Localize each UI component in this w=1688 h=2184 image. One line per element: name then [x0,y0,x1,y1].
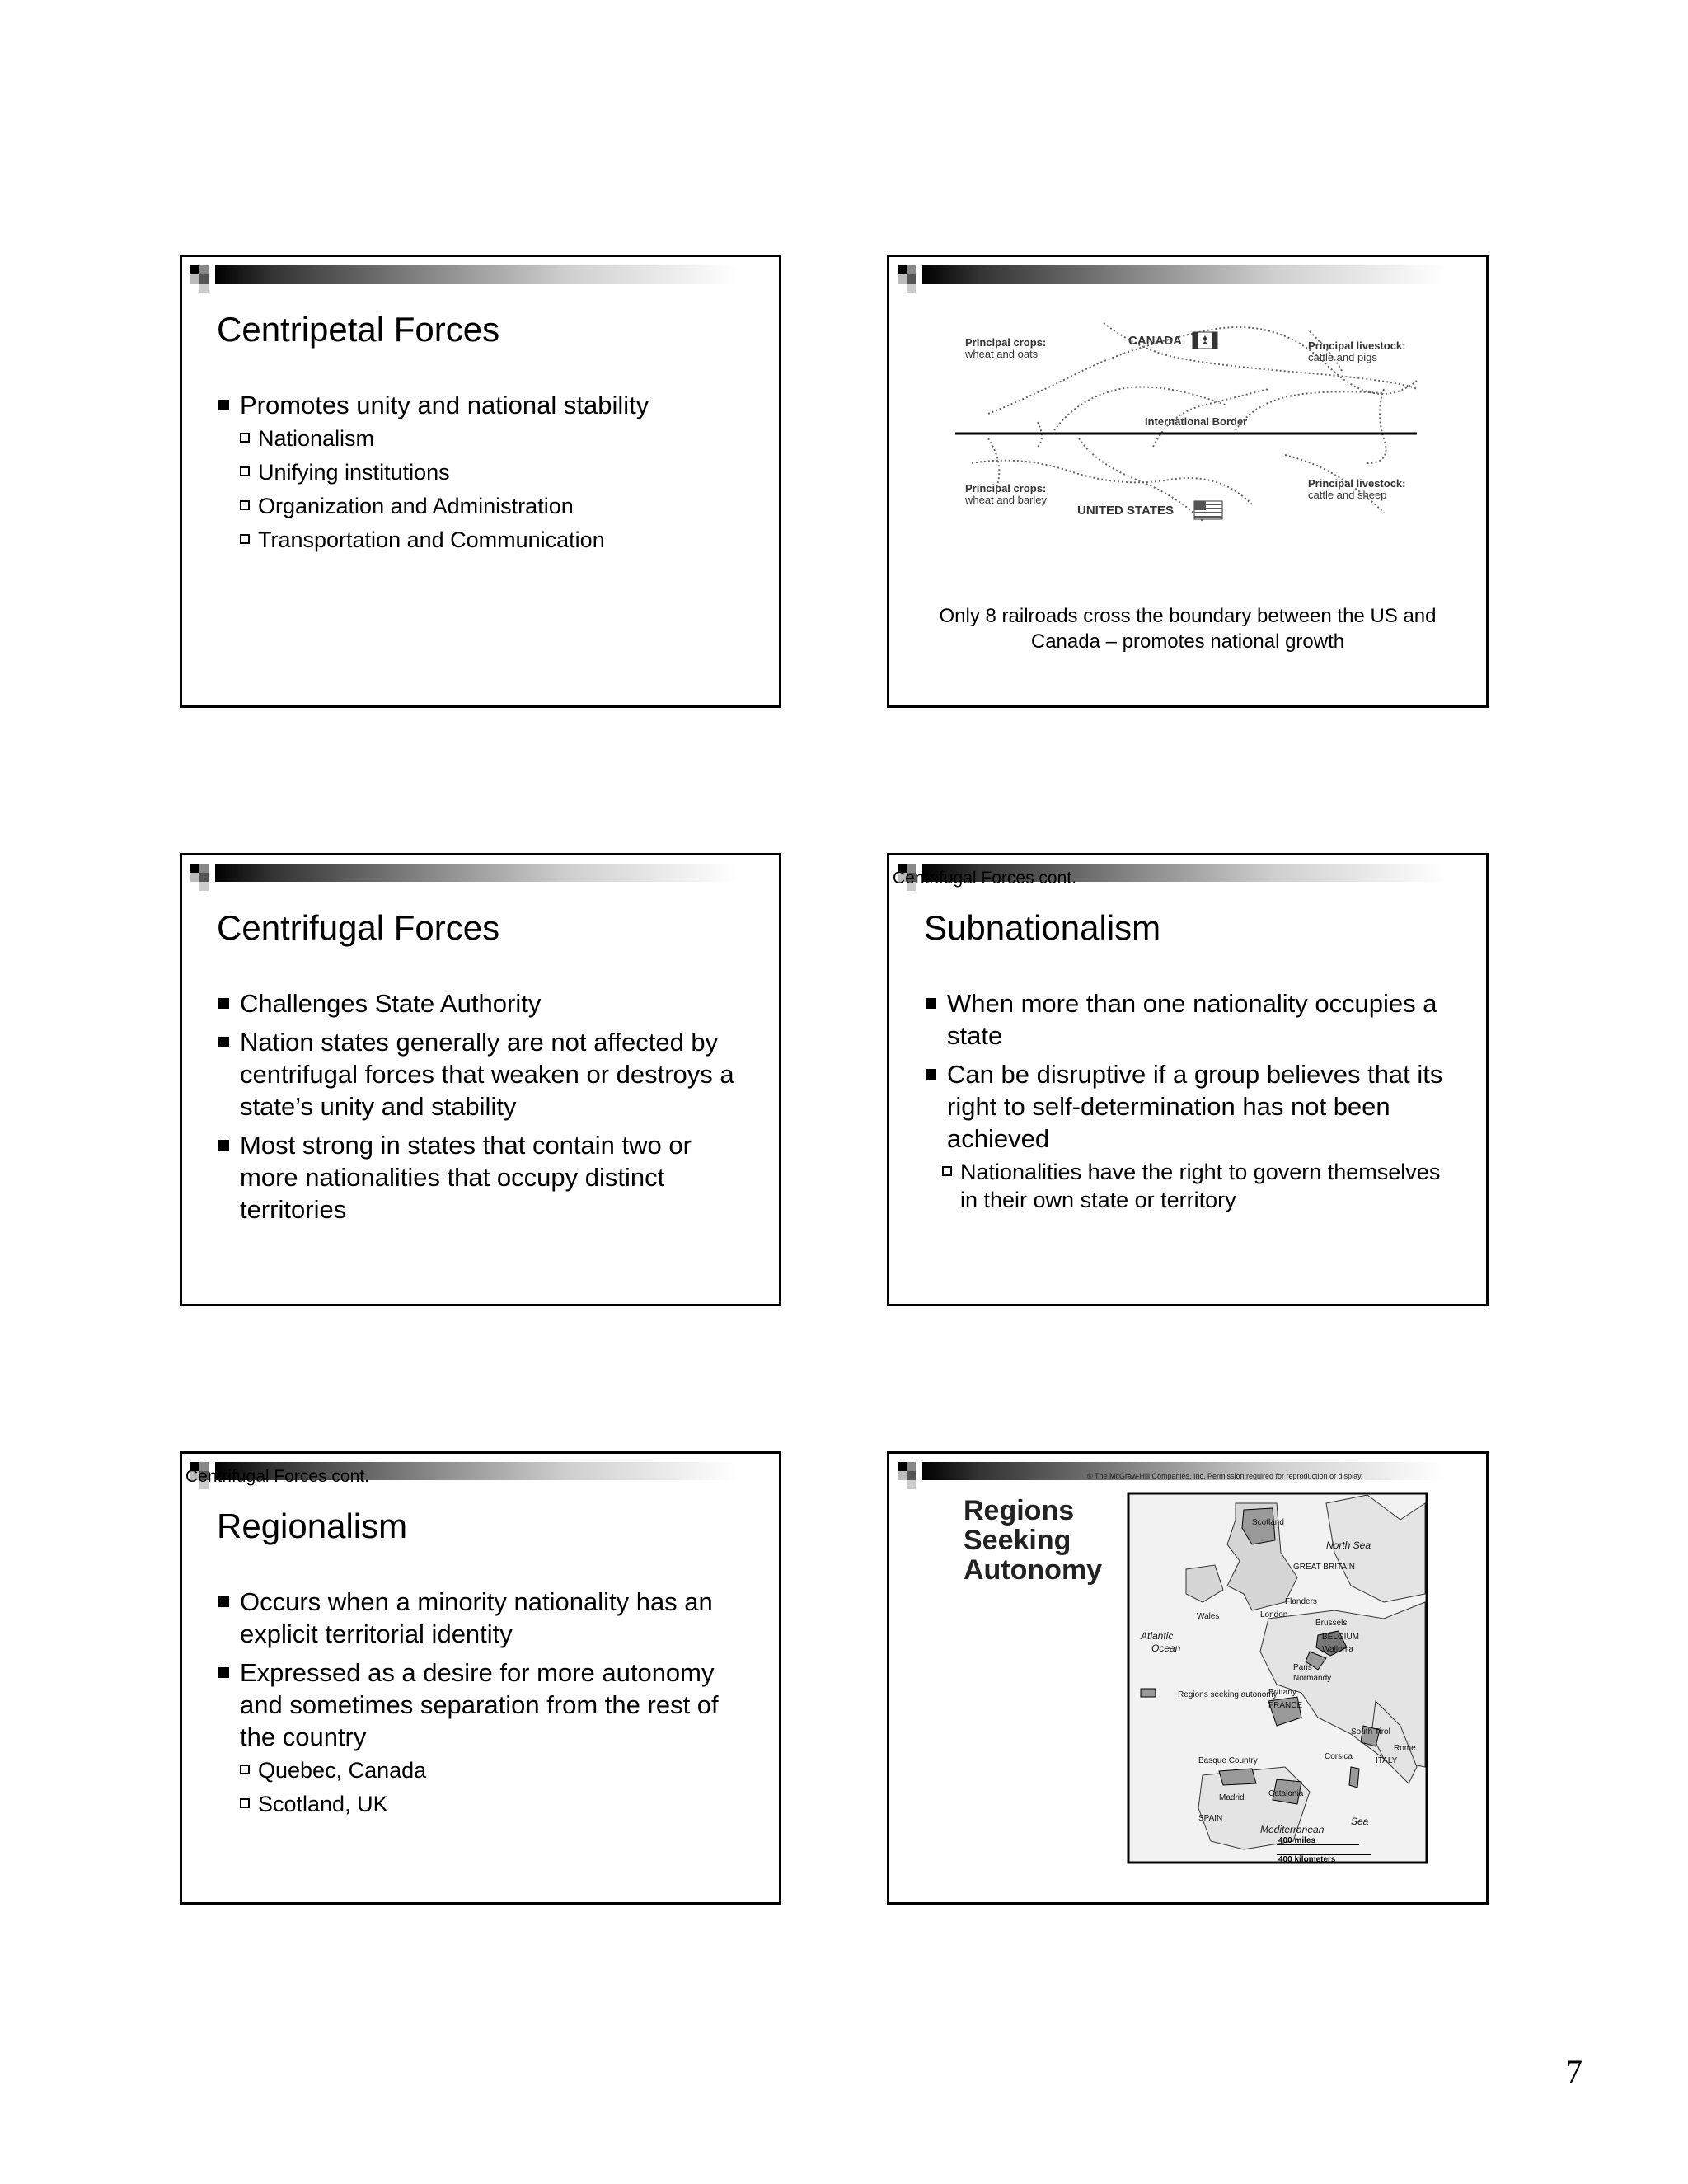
us-label: UNITED STATES [1077,504,1174,518]
map-label: Scotland [1252,1518,1284,1527]
slide-centripetal-forces [180,255,781,708]
scale-miles: 400 miles [1278,1836,1316,1845]
crops-us-body: wheat and barley [965,494,1048,506]
map-label: Corsica [1325,1752,1353,1761]
map-label: Wallonia [1322,1645,1353,1654]
bullet-text: Can be disruptive if a group believes that its right to self-determination has not been achieved [947,1060,1443,1153]
livestock-us-title: Principal livestock: [1308,477,1406,490]
map-label: SPAIN [1198,1814,1223,1823]
map-label: Atlantic [1141,1630,1174,1642]
bullet-text: Promotes unity and national stability [240,391,649,419]
map-label: FRANCE [1268,1701,1303,1710]
bullet-item [217,1657,754,1818]
bullet-item [924,1058,1461,1214]
railroad-border-diagram [955,315,1433,529]
slide-caption: Only 8 railroads cross the boundary between the US and Canada – promotes national growth [939,605,1437,653]
legend-label: Regions seeking autonomy [1178,1690,1278,1699]
slide-centrifugal-forces [180,853,781,1306]
border-label: International Border [1145,415,1248,428]
slide-header-decoration [889,257,1489,297]
map-label: Brittany [1268,1688,1296,1697]
bullet-item: Nation states generally are not affected by centrifugal forces that weaken or destroys a state’s unity and stability [217,1026,754,1122]
bullet-item: When more than one nationality occupies a state [924,987,1461,1052]
map-label: Wales [1197,1612,1220,1621]
scale-km: 400 kilometers [1278,1855,1336,1864]
regions-autonomy-map [889,1454,1489,1905]
map-label: Catalonia [1268,1789,1304,1798]
us-flag-icon [1194,501,1222,519]
page-number: 7 [1566,2053,1582,2090]
map-label: London [1260,1610,1288,1619]
sub-bullet-item: Transportation and Communication [238,526,754,554]
map-frame [1128,1493,1427,1863]
map-title-line-1: Regions [964,1495,1075,1526]
sub-bullet-list [940,1158,1461,1214]
map-label: ITALY [1376,1756,1398,1765]
bullet-list [924,987,1461,1221]
map-title-line-3: Autonomy [964,1554,1103,1586]
crops-ca-title: Principal crops: [965,336,1047,349]
sub-bullet-item: Unifying institutions [238,458,754,486]
sub-bullet-item: Nationalities have the right to govern themselves in their own state or territory [940,1158,1461,1214]
map-label: Madrid [1219,1793,1245,1802]
slide-subnationalism [887,853,1489,1306]
slide-header-decoration [182,855,781,895]
sub-bullet-item: Nationalism [238,424,754,452]
map-label: Mediterranean [1260,1824,1325,1835]
livestock-us-body: cattle and sheep [1308,489,1387,501]
map-label: Paris [1293,1663,1312,1672]
map-label: Brussels [1315,1619,1348,1628]
sub-bullet-list [238,1756,754,1818]
crops-ca-body: wheat and oats [965,348,1039,360]
livestock-ca-body: cattle and pigs [1308,351,1377,363]
slide-title: Subnationalism [924,908,1161,947]
map-label: Sea [1351,1816,1369,1827]
slide-border-railroads [887,255,1489,708]
map-label: Basque Country [1198,1756,1258,1765]
map-label: Flanders [1285,1597,1317,1606]
map-label: Normandy [1293,1674,1332,1683]
bullet-text: Expressed as a desire for more autonomy and sometimes separation from the rest of the country [240,1658,719,1751]
legend-swatch [1141,1689,1156,1697]
sub-bullet-item: Quebec, Canada [238,1756,754,1784]
bullet-item: Occurs when a minority nationality has an explicit territorial identity [217,1586,754,1650]
livestock-ca-title: Principal livestock: [1308,340,1406,352]
crops-us-title: Principal crops: [965,482,1047,494]
map-label: South Tirol [1351,1727,1390,1736]
bullet-item: Most strong in states that contain two or more nationalities that occupy distinct territories [217,1129,754,1226]
canada-label: CANADA [1128,334,1182,348]
slide-regions-map [887,1451,1489,1905]
copyright-text: © The McGraw-Hill Companies, Inc. Permission required for reproduction or display. [1087,1472,1363,1480]
slide-header-decoration [182,257,781,297]
map-label: BELGIUM [1322,1633,1360,1642]
slide-pretitle: Centrifugal Forces cont. [893,869,1076,888]
map-label: Ocean [1151,1643,1181,1654]
bullet-list [217,987,754,1232]
canada-flag-icon [1193,332,1217,349]
slide-pretitle: Centrifugal Forces cont. [185,1467,369,1486]
map-label: North Sea [1326,1540,1372,1551]
slide-title: Centripetal Forces [217,310,500,349]
bullet-item [217,389,754,554]
sub-bullet-item: Organization and Administration [238,492,754,520]
bullet-list [217,389,754,560]
slide-title: Centrifugal Forces [217,908,500,947]
map-label: Rome [1394,1744,1416,1753]
slide-regionalism [180,1451,781,1905]
bullet-list [217,1586,754,1825]
sub-bullet-list [238,424,754,554]
map-title-line-2: Seeking [964,1525,1071,1556]
slide-title: Regionalism [217,1507,408,1545]
sub-bullet-item: Scotland, UK [238,1790,754,1818]
map-label: GREAT BRITAIN [1293,1563,1356,1572]
bullet-item: Challenges State Authority [217,987,754,1019]
